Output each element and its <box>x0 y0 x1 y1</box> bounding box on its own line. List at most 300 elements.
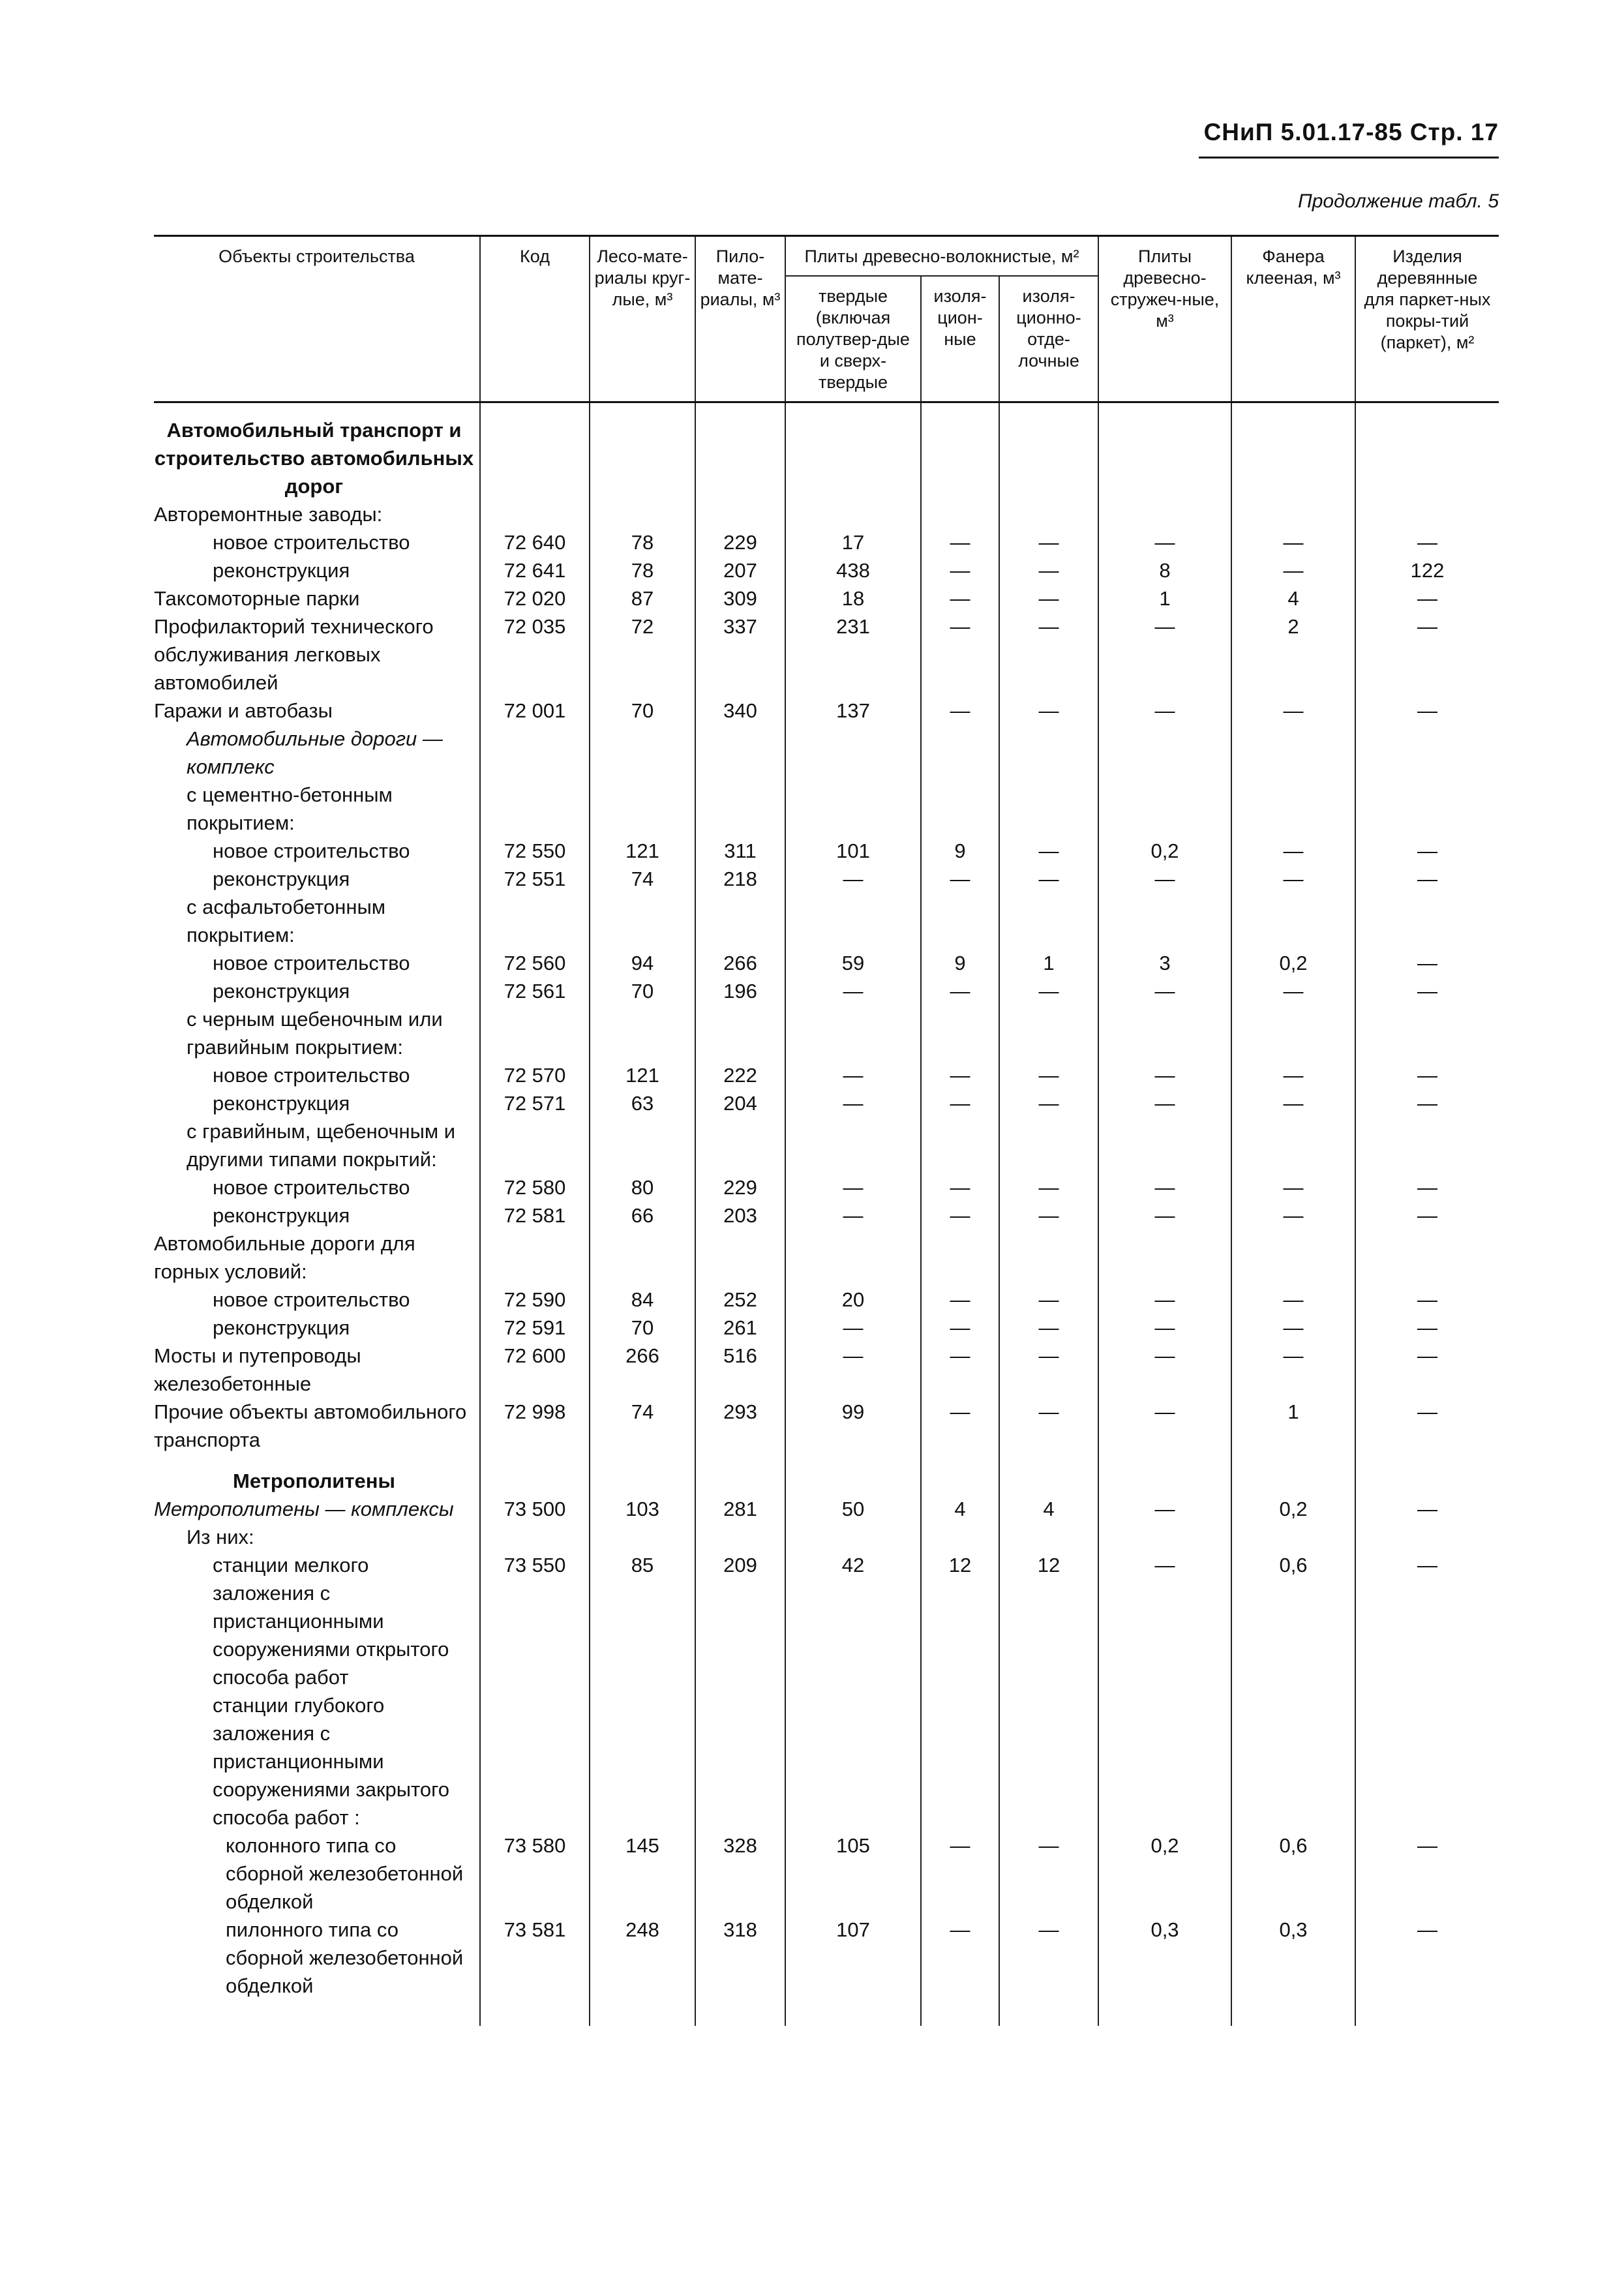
parquet-cell: — <box>1355 977 1499 1005</box>
particleboard-cell: 3 <box>1098 949 1231 977</box>
sawn-timber-cell: 207 <box>695 556 785 584</box>
parquet-cell: — <box>1355 528 1499 556</box>
fiberboard-insulating-cell: — <box>921 528 999 556</box>
fiberboard-insulating-cell <box>921 1523 999 1551</box>
plywood-cell <box>1231 1005 1355 1061</box>
particleboard-cell <box>1098 893 1231 949</box>
round-timber-cell: 78 <box>590 556 695 584</box>
table-row <box>154 781 1499 837</box>
object-name-cell: Гаражи и автобазы <box>154 697 480 725</box>
parquet-cell <box>1355 1691 1499 1832</box>
round-timber-cell: 70 <box>590 977 695 1005</box>
fiberboard-insul-finish-cell <box>999 1454 1098 1495</box>
fiberboard-insulating-cell <box>921 781 999 837</box>
parquet-cell <box>1355 1523 1499 1551</box>
sawn-timber-cell: 309 <box>695 584 785 612</box>
object-name-cell: Мосты и путепроводы железобетонные <box>154 1342 480 1398</box>
round-timber-cell: 84 <box>590 1286 695 1314</box>
plywood-cell: 2 <box>1231 612 1355 697</box>
table-row <box>154 1061 1499 1089</box>
object-name-cell: с асфальтобетонным покрытием: <box>154 893 480 949</box>
table-row <box>154 977 1499 1005</box>
parquet-cell: 122 <box>1355 556 1499 584</box>
fiberboard-hard-cell <box>785 402 921 501</box>
object-name-cell: колонного типа со сборной железобетонной обделкой <box>154 1832 480 1916</box>
table-row <box>154 837 1499 865</box>
object-name-cell: новое строительство <box>154 1286 480 1314</box>
fiberboard-hard-cell: 107 <box>785 1916 921 2000</box>
parquet-cell <box>1355 893 1499 949</box>
fiberboard-hard-cell: 50 <box>785 1495 921 1523</box>
code-cell <box>480 725 590 781</box>
table-row <box>154 949 1499 977</box>
object-name-cell: Авторемонтные заводы: <box>154 500 480 528</box>
fiberboard-insulating-cell: — <box>921 865 999 893</box>
object-name-cell: новое строительство <box>154 528 480 556</box>
parquet-cell <box>1355 1117 1499 1173</box>
fiberboard-hard-cell: — <box>785 1342 921 1398</box>
particleboard-cell: 0,2 <box>1098 837 1231 865</box>
sawn-timber-cell: 229 <box>695 528 785 556</box>
col-objects: Объекты строительства <box>154 236 480 402</box>
fiberboard-hard-cell: 18 <box>785 584 921 612</box>
round-timber-cell: 66 <box>590 1201 695 1229</box>
table-body <box>154 402 1499 2027</box>
col-sawn-timber: Пило-мате-риалы, м³ <box>695 236 785 402</box>
particleboard-cell: — <box>1098 1286 1231 1314</box>
table-row <box>154 1089 1499 1117</box>
fiberboard-insulating-cell: — <box>921 1916 999 2000</box>
fiberboard-insulating-cell: — <box>921 556 999 584</box>
sawn-timber-cell: 222 <box>695 1061 785 1089</box>
fiberboard-hard-cell: — <box>785 1314 921 1342</box>
parquet-cell: — <box>1355 1173 1499 1201</box>
particleboard-cell <box>1098 402 1231 501</box>
fiberboard-insul-finish-cell: — <box>999 556 1098 584</box>
col-fiberboard-hard: твердые (включая полутвер-дые и сверх-твердые <box>785 276 921 402</box>
fiberboard-insulating-cell <box>921 1691 999 1832</box>
parquet-cell: — <box>1355 865 1499 893</box>
col-code: Код <box>480 236 590 402</box>
table-row <box>154 612 1499 697</box>
parquet-cell: — <box>1355 1832 1499 1916</box>
table-row <box>154 1523 1499 1551</box>
table-row <box>154 556 1499 584</box>
fiberboard-insul-finish-cell: — <box>999 1089 1098 1117</box>
parquet-cell: — <box>1355 949 1499 977</box>
code-cell: 72 570 <box>480 1061 590 1089</box>
fiberboard-insulating-cell: — <box>921 1089 999 1117</box>
col-fiberboard-group: Плиты древесно-волокнистые, м² <box>785 236 1098 277</box>
sawn-timber-cell: 311 <box>695 837 785 865</box>
code-cell: 72 580 <box>480 1173 590 1201</box>
object-name-cell: Метрополитены <box>154 1454 480 1495</box>
document-reference: СНиП 5.01.17-85 Стр. 17 <box>1203 119 1499 145</box>
fiberboard-insulating-cell <box>921 402 999 501</box>
parquet-cell: — <box>1355 837 1499 865</box>
parquet-cell <box>1355 1229 1499 1286</box>
fiberboard-insulating-cell: — <box>921 1286 999 1314</box>
fiberboard-hard-cell: 101 <box>785 837 921 865</box>
round-timber-cell: 70 <box>590 697 695 725</box>
fiberboard-insul-finish-cell: — <box>999 1342 1098 1398</box>
particleboard-cell <box>1098 781 1231 837</box>
fiberboard-hard-cell <box>785 725 921 781</box>
code-cell: 73 550 <box>480 1551 590 1691</box>
col-fiberboard-insulating: изоля-цион-ные <box>921 276 999 402</box>
sawn-timber-cell <box>695 1523 785 1551</box>
particleboard-cell: — <box>1098 1551 1231 1691</box>
code-cell <box>480 1117 590 1173</box>
fiberboard-insulating-cell <box>921 1229 999 1286</box>
plywood-cell: — <box>1231 556 1355 584</box>
object-name-cell: новое строительство <box>154 949 480 977</box>
round-timber-cell <box>590 1691 695 1832</box>
table-row <box>154 1691 1499 1832</box>
fiberboard-hard-cell: — <box>785 1089 921 1117</box>
particleboard-cell: — <box>1098 1495 1231 1523</box>
parquet-cell <box>1355 781 1499 837</box>
particleboard-cell: — <box>1098 1342 1231 1398</box>
object-name-cell: реконструкция <box>154 865 480 893</box>
parquet-cell <box>1355 1005 1499 1061</box>
sawn-timber-cell: 281 <box>695 1495 785 1523</box>
sawn-timber-cell <box>695 500 785 528</box>
fiberboard-hard-cell <box>785 1691 921 1832</box>
round-timber-cell <box>590 500 695 528</box>
particleboard-cell: — <box>1098 612 1231 697</box>
sawn-timber-cell: 229 <box>695 1173 785 1201</box>
round-timber-cell: 78 <box>590 528 695 556</box>
fiberboard-hard-cell <box>785 1523 921 1551</box>
fiberboard-insul-finish-cell: — <box>999 1201 1098 1229</box>
fiberboard-insul-finish-cell: — <box>999 977 1098 1005</box>
object-name-cell: Метрополитены — комплексы <box>154 1495 480 1523</box>
table-row <box>154 1398 1499 1454</box>
object-name-cell: новое строительство <box>154 837 480 865</box>
fiberboard-insul-finish-cell <box>999 1117 1098 1173</box>
table-row <box>154 1314 1499 1342</box>
object-name-cell: реконструкция <box>154 1089 480 1117</box>
fiberboard-insulating-cell <box>921 893 999 949</box>
spacer-cell <box>921 2000 999 2026</box>
code-cell <box>480 1523 590 1551</box>
fiberboard-hard-cell: 231 <box>785 612 921 697</box>
spacer-cell <box>480 2000 590 2026</box>
particleboard-cell: 8 <box>1098 556 1231 584</box>
table-row <box>154 402 1499 501</box>
plywood-cell: 0,6 <box>1231 1832 1355 1916</box>
fiberboard-insulating-cell: — <box>921 697 999 725</box>
plywood-cell: — <box>1231 1342 1355 1398</box>
code-cell: 72 600 <box>480 1342 590 1398</box>
object-name-cell: Прочие объекты автомобильного транспорта <box>154 1398 480 1454</box>
col-plywood: Фанера клееная, м³ <box>1231 236 1355 402</box>
particleboard-cell <box>1098 1005 1231 1061</box>
sawn-timber-cell <box>695 1117 785 1173</box>
table-bottom-spacer <box>154 2000 1499 2026</box>
table-row <box>154 1832 1499 1916</box>
fiberboard-insulating-cell: — <box>921 612 999 697</box>
code-cell: 72 581 <box>480 1201 590 1229</box>
fiberboard-insul-finish-cell: — <box>999 1832 1098 1916</box>
table-row <box>154 697 1499 725</box>
fiberboard-hard-cell: — <box>785 1201 921 1229</box>
round-timber-cell: 248 <box>590 1916 695 2000</box>
fiberboard-insulating-cell: — <box>921 1314 999 1342</box>
table-row <box>154 1454 1499 1495</box>
object-name-cell: Таксомоторные парки <box>154 584 480 612</box>
fiberboard-insulating-cell: — <box>921 1173 999 1201</box>
fiberboard-insulating-cell: — <box>921 584 999 612</box>
sawn-timber-cell: 204 <box>695 1089 785 1117</box>
fiberboard-hard-cell: — <box>785 1061 921 1089</box>
sawn-timber-cell: 196 <box>695 977 785 1005</box>
code-cell: 73 580 <box>480 1832 590 1916</box>
particleboard-cell: — <box>1098 1201 1231 1229</box>
plywood-cell: — <box>1231 837 1355 865</box>
parquet-cell: — <box>1355 1201 1499 1229</box>
fiberboard-insul-finish-cell: — <box>999 1398 1098 1454</box>
plywood-cell <box>1231 893 1355 949</box>
table-header <box>154 236 1499 402</box>
sawn-timber-cell: 293 <box>695 1398 785 1454</box>
particleboard-cell: — <box>1098 528 1231 556</box>
object-name-cell: Профилакторий технического обслуживания легковых автомобилей <box>154 612 480 697</box>
fiberboard-insulating-cell: 9 <box>921 837 999 865</box>
sawn-timber-cell: 203 <box>695 1201 785 1229</box>
plywood-cell <box>1231 725 1355 781</box>
sawn-timber-cell <box>695 1454 785 1495</box>
object-name-cell: реконструкция <box>154 1314 480 1342</box>
particleboard-cell: 0,3 <box>1098 1916 1231 2000</box>
object-name-cell: реконструкция <box>154 1201 480 1229</box>
parquet-cell: — <box>1355 1342 1499 1398</box>
plywood-cell <box>1231 1523 1355 1551</box>
fiberboard-insul-finish-cell <box>999 1005 1098 1061</box>
fiberboard-insulating-cell <box>921 725 999 781</box>
plywood-cell <box>1231 1229 1355 1286</box>
table-continuation-label: Продолжение табл. 5 <box>1298 190 1499 212</box>
fiberboard-insul-finish-cell: — <box>999 1061 1098 1089</box>
code-cell <box>480 1229 590 1286</box>
sawn-timber-cell <box>695 1229 785 1286</box>
fiberboard-hard-cell <box>785 1229 921 1286</box>
sawn-timber-cell: 516 <box>695 1342 785 1398</box>
plywood-cell: — <box>1231 1201 1355 1229</box>
table-row <box>154 1495 1499 1523</box>
parquet-cell <box>1355 500 1499 528</box>
sawn-timber-cell <box>695 893 785 949</box>
parquet-cell <box>1355 402 1499 501</box>
parquet-cell: — <box>1355 697 1499 725</box>
code-cell: 72 035 <box>480 612 590 697</box>
round-timber-cell: 145 <box>590 1832 695 1916</box>
code-cell <box>480 1005 590 1061</box>
sawn-timber-cell <box>695 781 785 837</box>
particleboard-cell: — <box>1098 865 1231 893</box>
spacer-cell <box>695 2000 785 2026</box>
particleboard-cell <box>1098 500 1231 528</box>
fiberboard-insul-finish-cell <box>999 725 1098 781</box>
fiberboard-hard-cell: — <box>785 865 921 893</box>
code-cell: 72 551 <box>480 865 590 893</box>
plywood-cell <box>1231 402 1355 501</box>
col-round-timber: Лесо-мате-риалы круг-лые, м³ <box>590 236 695 402</box>
sawn-timber-cell: 328 <box>695 1832 785 1916</box>
round-timber-cell: 70 <box>590 1314 695 1342</box>
round-timber-cell: 85 <box>590 1551 695 1691</box>
header-rule <box>1199 157 1499 158</box>
code-cell: 72 571 <box>480 1089 590 1117</box>
fiberboard-hard-cell: — <box>785 977 921 1005</box>
fiberboard-insulating-cell: 4 <box>921 1495 999 1523</box>
table-row <box>154 1229 1499 1286</box>
fiberboard-insul-finish-cell: 1 <box>999 949 1098 977</box>
fiberboard-insulating-cell: — <box>921 1342 999 1398</box>
particleboard-cell: — <box>1098 1173 1231 1201</box>
table-row <box>154 1551 1499 1691</box>
plywood-cell <box>1231 1691 1355 1832</box>
round-timber-cell: 72 <box>590 612 695 697</box>
table-row <box>154 1201 1499 1229</box>
code-cell <box>480 1691 590 1832</box>
round-timber-cell <box>590 402 695 501</box>
spacer-cell <box>1355 2000 1499 2026</box>
object-name-cell: Автомобильный транспорт и строительство автомобильных дорог <box>154 402 480 501</box>
particleboard-cell: — <box>1098 977 1231 1005</box>
object-name-cell: реконструкция <box>154 977 480 1005</box>
fiberboard-insul-finish-cell <box>999 500 1098 528</box>
object-name-cell: Из них: <box>154 1523 480 1551</box>
spacer-cell <box>154 2000 480 2026</box>
table-row <box>154 1342 1499 1398</box>
fiberboard-insul-finish-cell <box>999 1229 1098 1286</box>
object-name-cell: реконструкция <box>154 556 480 584</box>
fiberboard-hard-cell: 59 <box>785 949 921 977</box>
table-row <box>154 725 1499 781</box>
fiberboard-insulating-cell <box>921 1117 999 1173</box>
fiberboard-hard-cell <box>785 893 921 949</box>
particleboard-cell <box>1098 1454 1231 1495</box>
table-row <box>154 1286 1499 1314</box>
sawn-timber-cell: 252 <box>695 1286 785 1314</box>
sawn-timber-cell: 318 <box>695 1916 785 2000</box>
round-timber-cell <box>590 1523 695 1551</box>
code-cell: 73 581 <box>480 1916 590 2000</box>
object-name-cell: станции глубокого заложения с пристанционными сооружениями закрытого способа работ : <box>154 1691 480 1832</box>
fiberboard-insul-finish-cell: — <box>999 865 1098 893</box>
plywood-cell: 0,2 <box>1231 949 1355 977</box>
fiberboard-hard-cell <box>785 781 921 837</box>
table-row <box>154 1117 1499 1173</box>
sawn-timber-cell <box>695 725 785 781</box>
plywood-cell: — <box>1231 1089 1355 1117</box>
object-name-cell: с гравийным, щебеночным и другими типами покрытий: <box>154 1117 480 1173</box>
particleboard-cell: 0,2 <box>1098 1832 1231 1916</box>
round-timber-cell <box>590 893 695 949</box>
fiberboard-hard-cell: 99 <box>785 1398 921 1454</box>
spacer-cell <box>785 2000 921 2026</box>
object-name-cell: новое строительство <box>154 1061 480 1089</box>
object-name-cell: Автомобильные дороги для горных условий: <box>154 1229 480 1286</box>
fiberboard-hard-cell: — <box>785 1173 921 1201</box>
sawn-timber-cell: 218 <box>695 865 785 893</box>
object-name-cell: станции мелкого заложения с пристанционными сооружениями открытого способа работ <box>154 1551 480 1691</box>
table-row <box>154 500 1499 528</box>
fiberboard-insul-finish-cell: — <box>999 1173 1098 1201</box>
plywood-cell: — <box>1231 1173 1355 1201</box>
fiberboard-insulating-cell: — <box>921 977 999 1005</box>
parquet-cell: — <box>1355 1916 1499 2000</box>
object-name-cell: Автомобильные дороги — комплекс <box>154 725 480 781</box>
fiberboard-insul-finish-cell: — <box>999 584 1098 612</box>
particleboard-cell: — <box>1098 1061 1231 1089</box>
table-row <box>154 1005 1499 1061</box>
table-row <box>154 1916 1499 2000</box>
code-cell: 72 020 <box>480 584 590 612</box>
sawn-timber-cell: 340 <box>695 697 785 725</box>
plywood-cell: — <box>1231 528 1355 556</box>
particleboard-cell <box>1098 1691 1231 1832</box>
plywood-cell: — <box>1231 1061 1355 1089</box>
code-cell: 72 591 <box>480 1314 590 1342</box>
particleboard-cell: — <box>1098 1089 1231 1117</box>
fiberboard-insul-finish-cell: — <box>999 528 1098 556</box>
parquet-cell <box>1355 1454 1499 1495</box>
plywood-cell: 4 <box>1231 584 1355 612</box>
sawn-timber-cell: 266 <box>695 949 785 977</box>
spacer-cell <box>1231 2000 1355 2026</box>
particleboard-cell <box>1098 725 1231 781</box>
code-cell: 72 561 <box>480 977 590 1005</box>
plywood-cell <box>1231 500 1355 528</box>
particleboard-cell <box>1098 1229 1231 1286</box>
fiberboard-insul-finish-cell: 4 <box>999 1495 1098 1523</box>
code-cell <box>480 500 590 528</box>
code-cell: 72 001 <box>480 697 590 725</box>
fiberboard-insul-finish-cell: — <box>999 1314 1098 1342</box>
col-parquet: Изделия деревянные для паркет-ных покры-тий (паркет), м² <box>1355 236 1499 402</box>
plywood-cell: — <box>1231 697 1355 725</box>
parquet-cell: — <box>1355 1495 1499 1523</box>
round-timber-cell: 103 <box>590 1495 695 1523</box>
round-timber-cell: 121 <box>590 837 695 865</box>
object-name-cell: с черным щебеночным или гравийным покрытием: <box>154 1005 480 1061</box>
col-particleboard: Плиты древесно-стружеч-ные, м³ <box>1098 236 1231 402</box>
sawn-timber-cell: 261 <box>695 1314 785 1342</box>
fiberboard-insulating-cell: — <box>921 1201 999 1229</box>
round-timber-cell: 74 <box>590 865 695 893</box>
round-timber-cell: 74 <box>590 1398 695 1454</box>
code-cell: 72 550 <box>480 837 590 865</box>
fiberboard-insul-finish-cell <box>999 1523 1098 1551</box>
sawn-timber-cell: 209 <box>695 1551 785 1691</box>
fiberboard-insulating-cell <box>921 500 999 528</box>
col-fiberboard-insul-finish: изоля-ционно-отде-лочные <box>999 276 1098 402</box>
round-timber-cell <box>590 1005 695 1061</box>
round-timber-cell: 94 <box>590 949 695 977</box>
particleboard-cell <box>1098 1523 1231 1551</box>
fiberboard-hard-cell: 137 <box>785 697 921 725</box>
fiberboard-hard-cell <box>785 1005 921 1061</box>
code-cell <box>480 1454 590 1495</box>
plywood-cell: 0,6 <box>1231 1551 1355 1691</box>
parquet-cell: — <box>1355 1061 1499 1089</box>
round-timber-cell: 87 <box>590 584 695 612</box>
round-timber-cell: 121 <box>590 1061 695 1089</box>
code-cell: 72 560 <box>480 949 590 977</box>
